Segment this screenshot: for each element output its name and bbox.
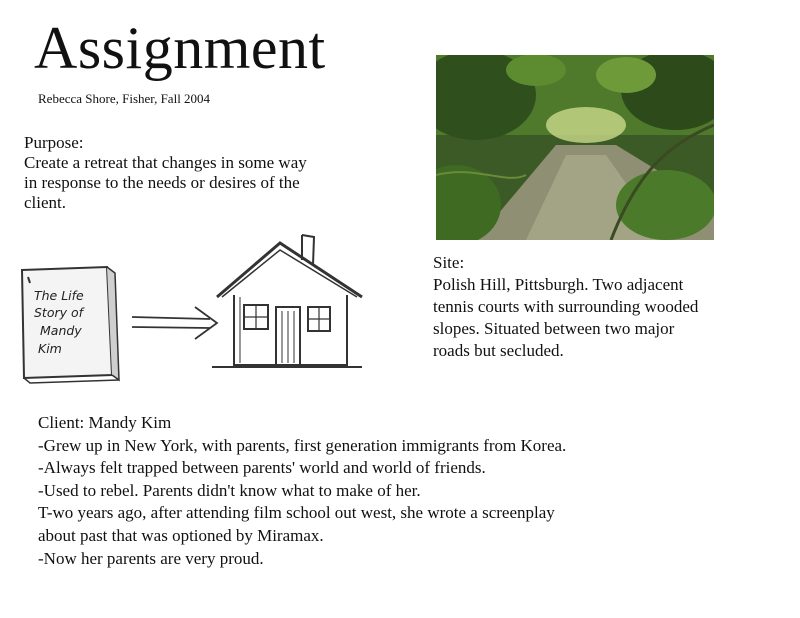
- site-heading: Site:: [433, 253, 465, 272]
- site-photo-image: [436, 55, 714, 240]
- client-line: -Always felt trapped between parents' world and world of friends.: [38, 458, 486, 478]
- purpose-line: in response to the needs or desires of the: [24, 173, 300, 192]
- site-section: [433, 252, 773, 362]
- arrow-icon: [132, 307, 217, 339]
- client-line: -Used to rebel. Parents didn't know what to make of her.: [38, 480, 421, 500]
- byline: Rebecca Shore, Fisher, Fall 2004: [38, 91, 211, 106]
- book-title-line: Story of: [34, 305, 84, 320]
- purpose-line: client.: [24, 193, 67, 212]
- purpose-heading: Purpose:: [24, 133, 84, 152]
- page-title: Assignment: [34, 15, 326, 81]
- client-line: T-wo years ago, after attending film school out west, she wrote a screenplay: [38, 503, 555, 523]
- sketch-drawing: [12, 225, 412, 395]
- site-line: slopes. Situated between two major: [433, 319, 675, 338]
- book-sketch: [22, 267, 119, 383]
- concept-sketch: [12, 225, 412, 395]
- site-line: roads but secluded.: [433, 341, 564, 360]
- book-title-line: The Life: [34, 288, 84, 303]
- client-line: about past that was optioned by Miramax.: [38, 525, 324, 545]
- site-line: tennis courts with surrounding wooded: [433, 297, 699, 316]
- client-line: -Now her parents are very proud.: [38, 548, 264, 568]
- book-title-line: Kim: [38, 341, 62, 356]
- site-photo: [436, 55, 714, 240]
- client-line: -Grew up in New York, with parents, first generation immigrants from Korea.: [38, 435, 567, 455]
- house-sketch: [212, 235, 362, 367]
- client-section: [38, 412, 738, 570]
- purpose-section: [24, 133, 394, 213]
- client-heading: Client: Mandy Kim: [38, 413, 172, 432]
- purpose-line: Create a retreat that changes in some way: [24, 153, 307, 172]
- site-line: Polish Hill, Pittsburgh. Two adjacent: [433, 275, 684, 294]
- book-title-line: Mandy: [40, 323, 82, 338]
